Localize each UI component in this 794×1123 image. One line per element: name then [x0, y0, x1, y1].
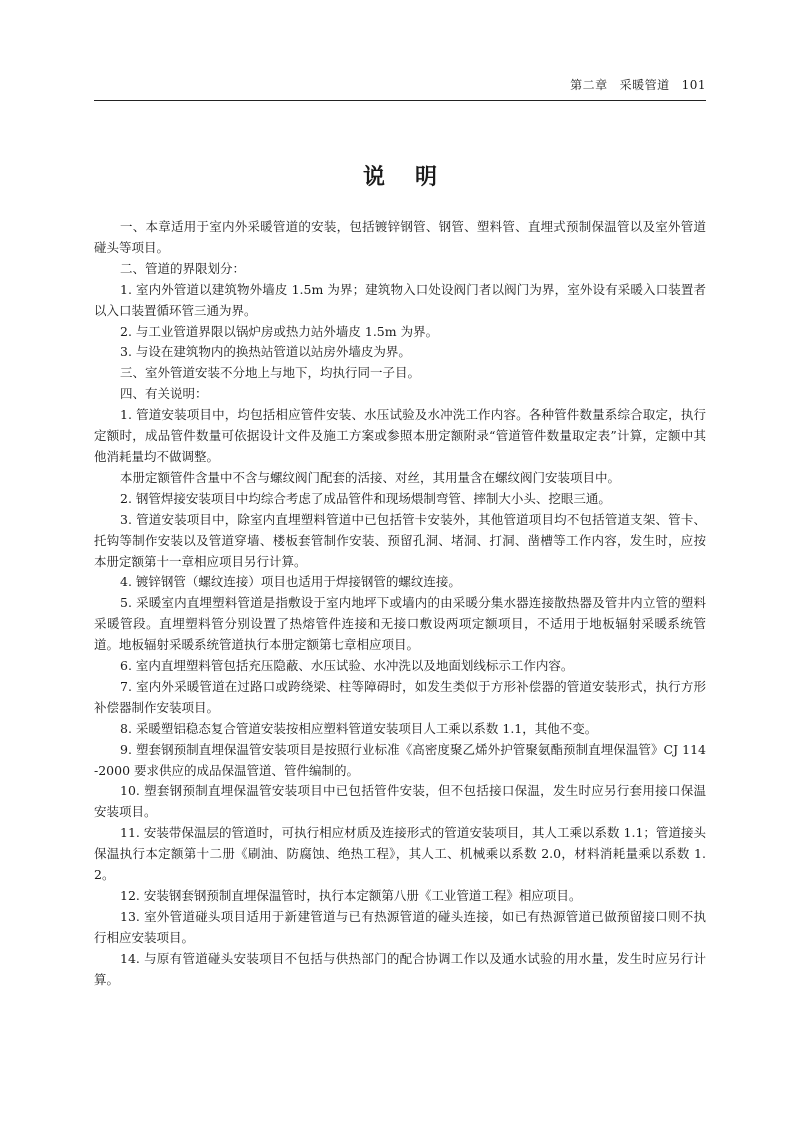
paragraph: 2. 与工业管道界限以锅炉房或热力站外墙皮 1.5m 为界。: [120, 323, 439, 339]
paragraph: 12. 安装钢套钢预制直埋保温管时，执行本定额第八册《工业管道工程》相应项目。: [120, 888, 582, 903]
page-header: [94, 76, 706, 98]
document-body: [94, 217, 706, 991]
chapter-label: 第二章: [570, 78, 608, 92]
paragraph: 一、本章适用于室内外采暖管道的安装，包括镀锌钢管、钢管、塑料管、直埋式预制保温管以及室外管道碰头等项目。: [94, 219, 706, 255]
paragraph: 1. 室内外管道以建筑物外墙皮 1.5m 为界；建筑物入口处设阀门者以阀门为界，室外设有采暖入口装置者以入口装置循环管三通为界。: [94, 281, 706, 318]
paragraph: 四、有关说明：: [120, 386, 208, 402]
paragraph: 8. 采暖塑铝稳态复合管道安装按相应塑料管道安装项目人工乘以系数 1.1，其他不变。: [120, 720, 598, 736]
paragraph: 14. 与原有管道碰头安装项目不包括与供热部门的配合协调工作以及通水试验的用水量，发生时应另行计算。: [94, 950, 706, 987]
paragraph: 9. 塑套钢预制直埋保温管安装项目是按照行业标准《高密度聚乙烯外护管聚氨酯预制直埋保温管》CJ 114-2000 要求供应的成品保温管道、管件编制的。: [94, 741, 706, 778]
paragraph: 二、管道的界限划分：: [120, 260, 246, 276]
paragraph: 11. 安装带保温层的管道时，可执行相应材质及连接形式的管道安装项目，其人工乘以系数 1.1；管道接头保温执行本定额第十二册《刷油、防腐蚀、绝热工程》，其人工、机械乘以系数 2.0，材料消耗量乘以系数 1.2。: [94, 825, 706, 883]
paragraph: 5. 采暖室内直埋塑料管道是指敷设于室内地坪下或墙内的由采暖分集水器连接散热器及管井内立管的塑料采暖管段。直埋塑料管分别设置了热熔管件连接和无接口敷设两项定额项目，不适用于地板辐射采暖系统管道。地板辐射采暖系统管道执行本册定额第七章相应项目。: [94, 595, 706, 653]
paragraph: 6. 室内直埋塑料管包括充压隐蔽、水压试验、水冲洗以及地面划线标示工作内容。: [120, 658, 574, 674]
paragraph: 三、室外管道安装不分地上与地下，均执行同一子目。: [120, 365, 421, 381]
paragraph: 3. 管道安装项目中，除室内直埋塑料管道中已包括管卡安装外，其他管道项目均不包括管道支架、管卡、托钩等制作安装以及管道穿墙、楼板套管制作安装、预留孔洞、堵洞、打洞、凿槽等工作内容，发生时，应按本册定额第十一章相应项目另行计算。: [94, 511, 706, 569]
section-label: 采暖管道: [619, 78, 670, 92]
running-header: [558, 76, 706, 93]
paragraph: 13. 室外管道碰头项目适用于新建管道与已有热源管道的碰头连接，如已有热源管道已做预留接口则不执行相应安装项目。: [94, 908, 706, 945]
paragraph: 2. 钢管焊接安装项目中均综合考虑了成品管件和现场煨制弯管、摔制大小头、挖眼三通。: [120, 490, 611, 506]
paragraph: 3. 与设在建筑物内的换热站管道以站房外墙皮为界。: [120, 344, 411, 360]
page-number: 101: [681, 78, 706, 92]
paragraph: 本册定额管件含量中不含与螺纹阀门配套的活接、对丝，其用量含在螺纹阀门安装项目中。: [120, 469, 621, 485]
paragraph: 10. 塑套钢预制直埋保温管安装项目中已包括管件安装，但不包括接口保温，发生时应另行套用接口保温安装项目。: [94, 783, 706, 820]
page-title: 说明: [362, 165, 467, 190]
paragraph: 7. 室内外采暖管道在过路口或跨绕梁、柱等障碍时，如发生类似于方形补偿器的管道安装形式，执行方形补偿器制作安装项目。: [94, 678, 706, 715]
header-divider: [94, 100, 706, 101]
paragraph: 4. 镀锌钢管（螺纹连接）项目也适用于焊接钢管的螺纹连接。: [120, 574, 461, 590]
paragraph: 1. 管道安装项目中，均包括相应管件安装、水压试验及水冲洗工作内容。各种管件数量系综合取定，执行定额时，成品管件数量可依据设计文件及施工方案或参照本册定额附录“管道管件数量取定表”计算，定额中其他消耗量均不做调整。: [94, 407, 706, 464]
